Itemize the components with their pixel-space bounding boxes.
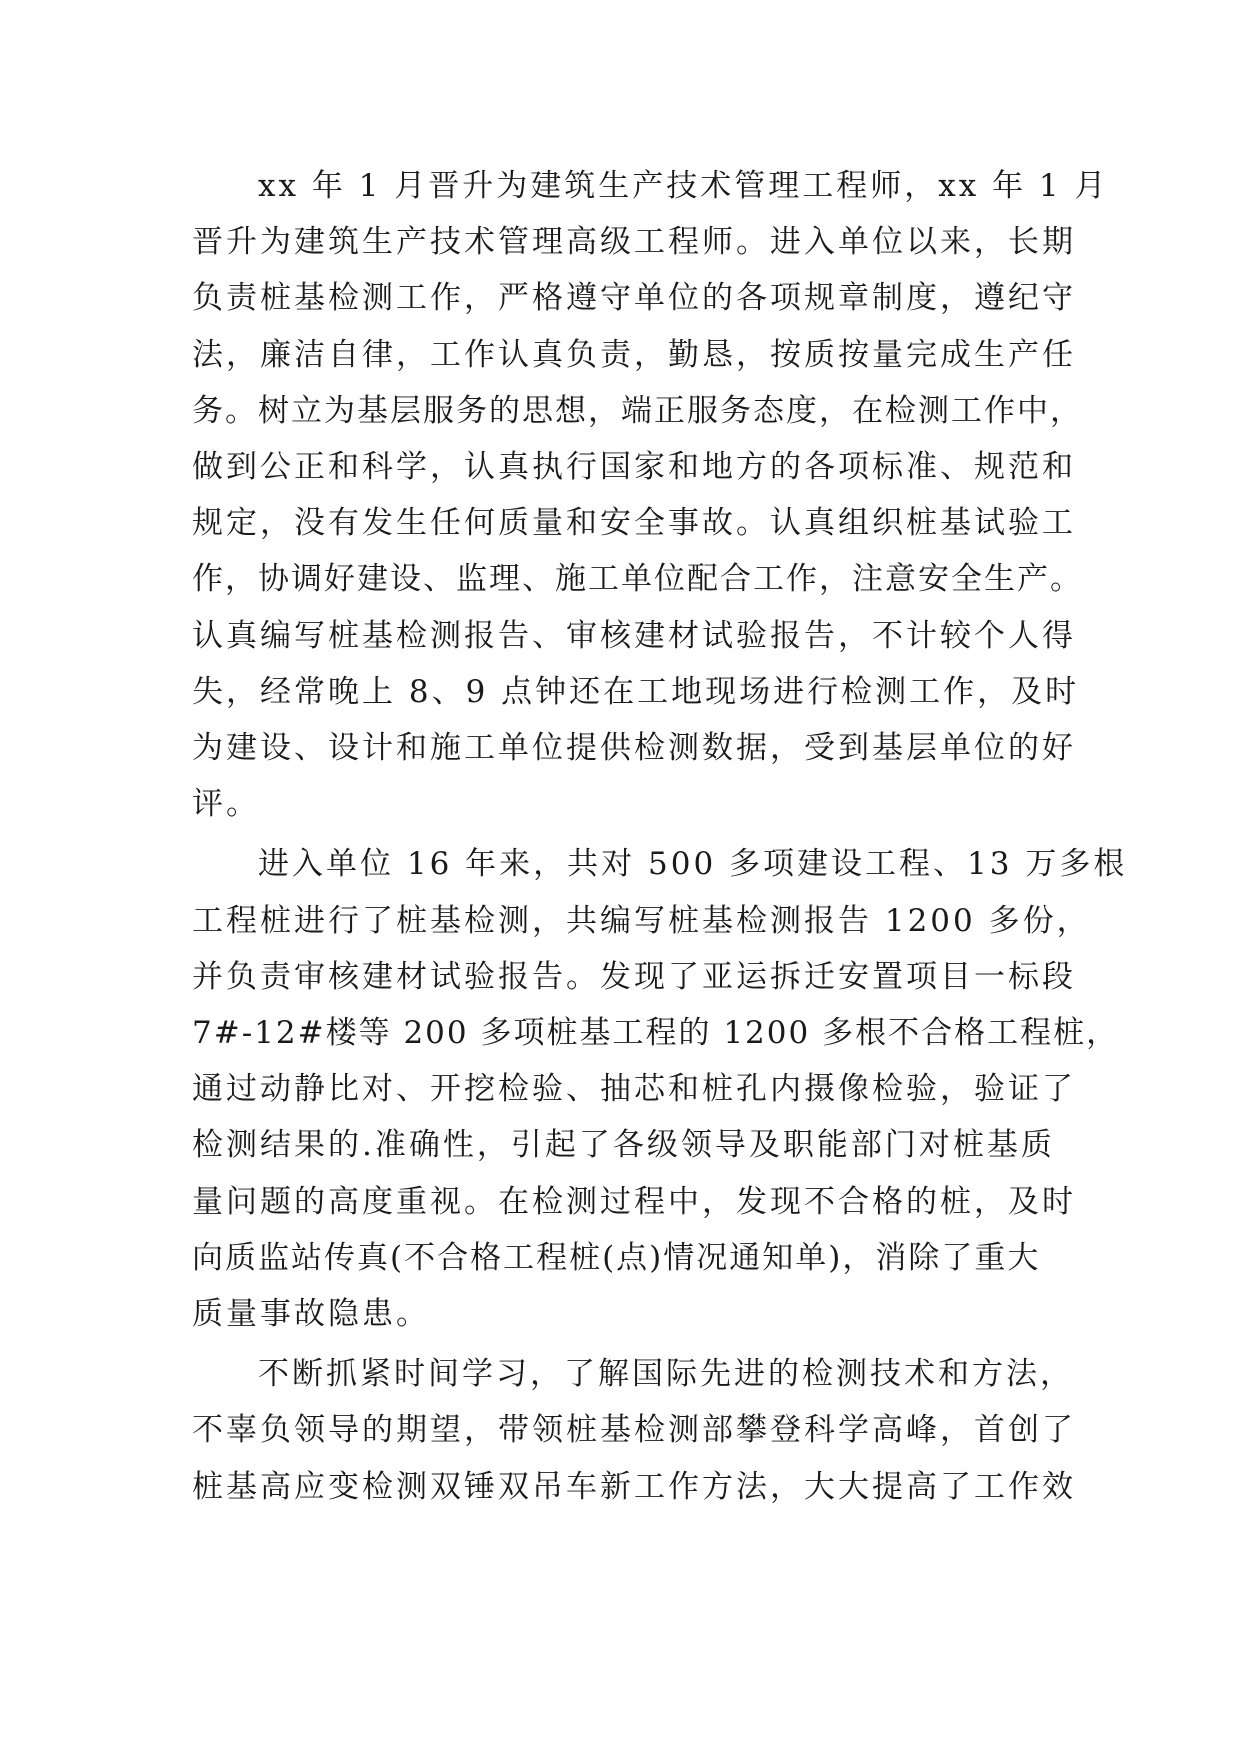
text-line: 作，协调好建设、监理、施工单位配合工作，注意安全生产。 — [192, 561, 1083, 598]
text-line: 不辜负领导的期望，带领桩基检测部攀登科学高峰，首创了 — [192, 1412, 1076, 1449]
text-line: 务。树立为基层服务的思想，端正服务态度，在检测工作中， — [192, 392, 1083, 429]
text-line: 规定，没有发生任何质量和安全事故。认真组织桩基试验工 — [192, 505, 1076, 542]
text-line: 桩基高应变检测双锤双吊车新工作方法，大大提高了工作效 — [192, 1468, 1076, 1505]
text-line: 不断抓紧时间学习，了解国际先进的检测技术和方法， — [258, 1356, 1074, 1393]
text-line: 通过动静比对、开挖检验、抽芯和桩孔内摄像检验，验证了 — [192, 1071, 1076, 1108]
document-body — [192, 158, 1128, 1519]
text-line: 并负责审核建材试验报告。发现了亚运拆迁安置项目一标段 — [192, 958, 1076, 995]
text-line: 量问题的高度重视。在检测过程中，发现不合格的桩，及时 — [192, 1183, 1076, 1220]
text-line: 晋升为建筑生产技术管理高级工程师。进入单位以来，长期 — [192, 224, 1076, 261]
paragraph-3 — [192, 1346, 1076, 1515]
paragraph-2 — [192, 836, 1128, 1342]
text-line: 评。 — [192, 786, 260, 823]
text-line: 7#-12#楼等 200 多项桩基工程的 1200 多根不合格工程桩， — [192, 1015, 1120, 1052]
text-line: 认真编写桩基检测报告、审核建材试验报告，不计较个人得 — [192, 617, 1076, 654]
text-line: xx 年 1 月晋升为建筑生产技术管理工程师，xx 年 1 月 — [258, 168, 1109, 204]
text-line: 工程桩进行了桩基检测，共编写桩基检测报告 1200 多份， — [192, 902, 1091, 939]
text-line: 向质监站传真(不合格工程桩(点)情况通知单)，消除了重大 — [192, 1239, 1041, 1276]
text-line: 进入单位 16 年来，共对 500 多项建设工程、13 万多根 — [258, 846, 1128, 883]
paragraph-1 — [192, 158, 1109, 832]
text-line: 失，经常晚上 8、9 点钟还在工地现场进行检测工作，及时 — [192, 673, 1080, 710]
text-line: 为建设、设计和施工单位提供检测数据，受到基层单位的好 — [192, 730, 1076, 767]
text-line: 法，廉洁自律，工作认真负责，勤恳，按质按量完成生产任 — [192, 336, 1076, 373]
text-line: 检测结果的.准确性，引起了各级领导及职能部门对桩基质 — [192, 1127, 1055, 1164]
text-line: 做到公正和科学，认真执行国家和地方的各项标准、规范和 — [192, 449, 1076, 486]
text-line: 质量事故隐患。 — [192, 1296, 430, 1333]
text-line: 负责桩基检测工作，严格遵守单位的各项规章制度，遵纪守 — [192, 280, 1076, 317]
